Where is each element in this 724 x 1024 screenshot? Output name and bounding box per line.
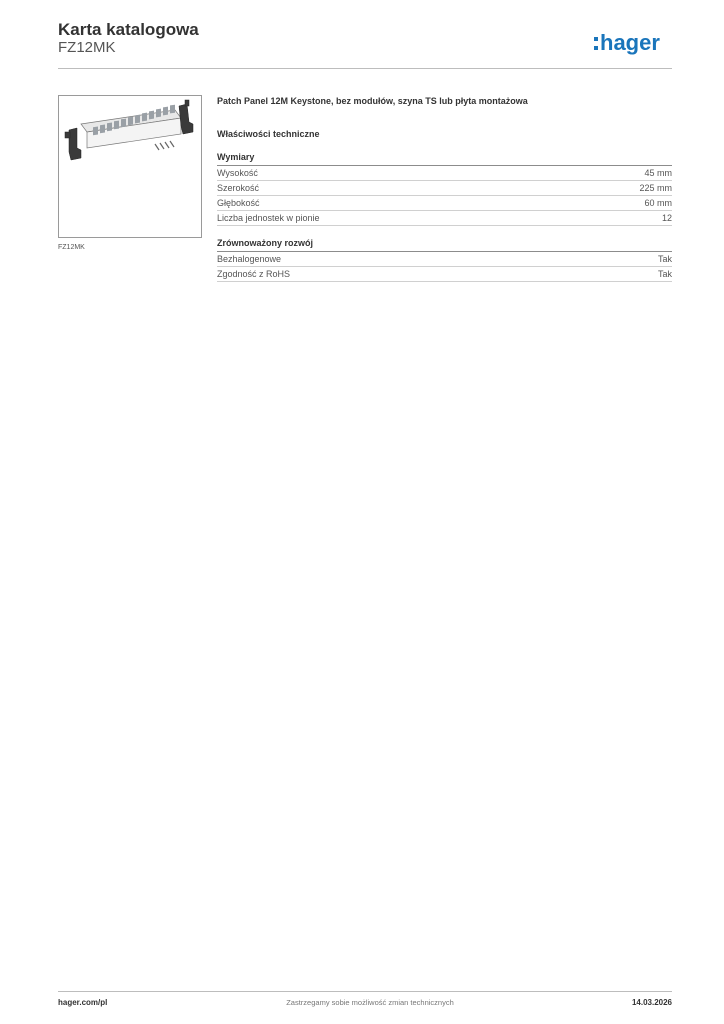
hager-logo bbox=[594, 28, 674, 58]
spec-row bbox=[217, 211, 672, 226]
footer-disclaimer: Zastrzegamy sobie możliwość zmian technicznych bbox=[286, 998, 454, 1007]
spec-label: Szerokość bbox=[217, 183, 260, 193]
logo-text: hager bbox=[600, 30, 660, 55]
group-title-dimensions: Wymiary bbox=[217, 152, 672, 166]
product-details bbox=[217, 94, 672, 282]
spec-value: 12 bbox=[661, 213, 672, 223]
spec-value: 60 mm bbox=[644, 198, 672, 208]
spec-value: 225 mm bbox=[639, 183, 672, 193]
spec-label: Głębokość bbox=[217, 198, 260, 208]
footer-date: 14.03.2026 bbox=[631, 998, 672, 1007]
page-title: Karta katalogowa bbox=[58, 20, 199, 39]
page-subtitle: FZ12MK bbox=[58, 39, 116, 56]
spec-row bbox=[217, 166, 672, 181]
spec-label: Zgodność z RoHS bbox=[217, 269, 291, 279]
footer-divider bbox=[58, 991, 672, 992]
spec-row bbox=[217, 181, 672, 196]
product-title: Patch Panel 12M Keystone, bez modułów, szyna TS lub płyta montażowa bbox=[217, 96, 528, 106]
footer-website-link[interactable]: hager.com/pl bbox=[58, 998, 108, 1007]
patch-panel-illustration bbox=[59, 96, 201, 237]
spec-label: Liczba jednostek w pionie bbox=[217, 213, 320, 223]
spec-row bbox=[217, 252, 672, 267]
spec-value: Tak bbox=[657, 269, 672, 279]
spec-value: Tak bbox=[657, 254, 672, 264]
spec-row bbox=[217, 196, 672, 211]
header-divider bbox=[58, 68, 672, 69]
group-title-sustainability: Zrównoważony rozwój bbox=[217, 238, 672, 252]
section-technical-title: Właściwości techniczne bbox=[217, 129, 320, 139]
product-image bbox=[58, 95, 202, 238]
spec-label: Bezhalogenowe bbox=[217, 254, 282, 264]
spec-row bbox=[217, 267, 672, 282]
image-caption: FZ12MK bbox=[58, 244, 85, 251]
spec-value: 45 mm bbox=[644, 168, 672, 178]
spec-label: Wysokość bbox=[217, 168, 258, 178]
